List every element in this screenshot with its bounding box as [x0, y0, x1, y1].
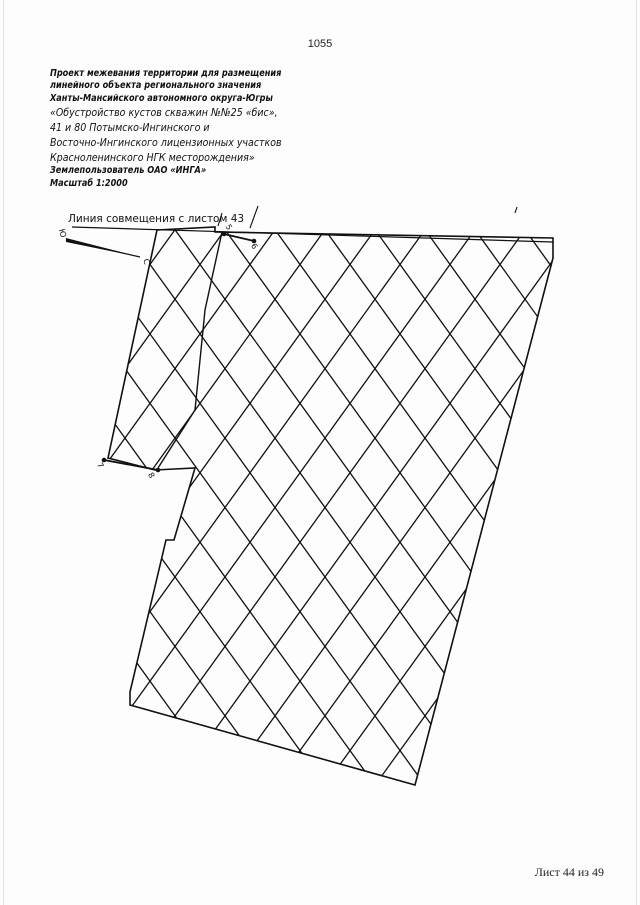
title-line: линейного объекта регионального значения	[50, 80, 262, 92]
hatch-line	[304, 195, 640, 815]
hatch-line	[54, 195, 500, 815]
vertex-point	[222, 232, 227, 237]
title-line: Проект межевания территории для размещения	[50, 68, 282, 79]
hatch-line	[104, 195, 550, 815]
hatch-line	[154, 195, 600, 815]
scale-line: Масштаб 1:2000	[50, 177, 128, 189]
parcel-hatching	[0, 195, 640, 815]
hatch-line	[454, 195, 640, 815]
hatch-line	[0, 195, 296, 815]
hatch-line	[250, 195, 640, 815]
hatch-line	[0, 195, 146, 815]
hatch-line	[0, 195, 200, 815]
match-line	[72, 227, 553, 242]
match-line-label: Линия совмещения с листом 43	[68, 213, 245, 225]
hatch-line	[150, 195, 596, 815]
hatch-line	[0, 195, 46, 815]
title-block	[50, 68, 299, 190]
hatch-line	[600, 195, 640, 815]
hatch-line	[204, 195, 640, 815]
vertex-label: 5	[223, 222, 234, 232]
hatch-line	[404, 195, 640, 815]
hatch-line	[0, 195, 50, 815]
grid-ticks-top	[218, 206, 517, 228]
title-line: «Обустройство кустов скважин №№25 «бис»,	[50, 106, 278, 120]
hatch-line	[504, 195, 640, 815]
vertex-label: 8	[146, 470, 157, 480]
vertex-label: 6	[249, 241, 260, 251]
parcel-boundary	[108, 227, 553, 785]
hatch-line	[0, 195, 346, 815]
survey-drawing	[0, 195, 640, 815]
title-line: Ханты-Мансийского автономного округа-Югры	[50, 92, 273, 104]
hatch-line	[350, 195, 640, 815]
north-arrow	[57, 228, 152, 266]
north-arrow-bottom-letter: С	[141, 257, 152, 266]
title-line: Красноленинского НГК месторождения»	[50, 151, 255, 165]
hatch-line	[0, 195, 396, 815]
hatch-line	[0, 195, 96, 815]
boundary-segment	[104, 460, 158, 470]
hatch-line	[4, 195, 450, 815]
title-line: Восточно-Ингинского лицензионных участков	[50, 136, 282, 150]
title-line: 41 и 80 Потымско-Ингинского и	[50, 121, 210, 135]
hatch-line	[0, 195, 100, 815]
hatch-line	[0, 195, 250, 815]
hatch-line	[0, 195, 446, 815]
hatch-line	[300, 195, 640, 815]
hatch-line	[550, 195, 640, 815]
hatch-line	[50, 195, 496, 815]
north-arrow-top-letter: Ю	[56, 227, 68, 239]
boundary-segment	[224, 234, 254, 241]
hatch-line	[0, 195, 150, 815]
hatch-line	[254, 195, 640, 815]
hatch-line	[0, 195, 400, 815]
hatch-line	[0, 195, 300, 815]
hatch-line	[354, 195, 640, 815]
hatch-line	[604, 195, 640, 815]
land-user-line: Землепользователь ОАО «ИНГА»	[50, 165, 207, 177]
hatch-line	[0, 195, 350, 815]
vertex-point	[156, 468, 161, 473]
vertex-label: 7	[95, 460, 106, 470]
hatch-line	[100, 195, 546, 815]
hatch-line	[400, 195, 640, 815]
page-number: 1055	[307, 38, 333, 50]
sheet-number: Лист 44 из 49	[534, 865, 604, 879]
hatch-line	[500, 195, 640, 815]
hatch-line	[554, 195, 640, 815]
